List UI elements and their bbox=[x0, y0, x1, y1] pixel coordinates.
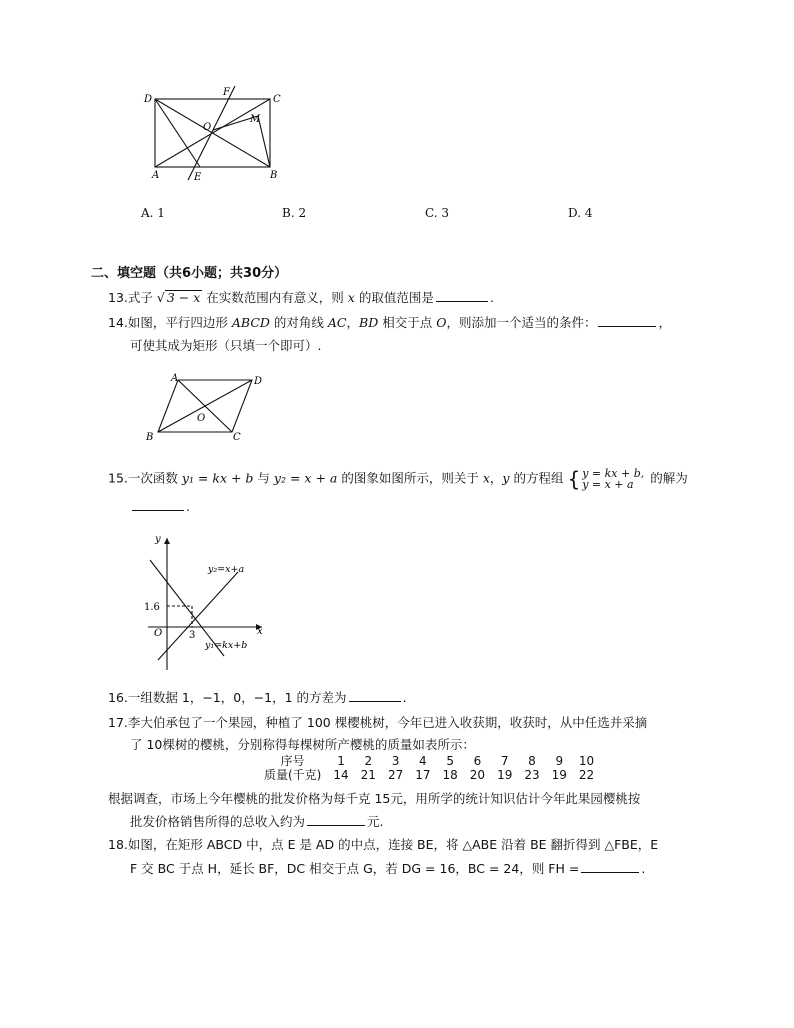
q15-text-2: 与 bbox=[257, 470, 270, 486]
q17-answer-blank[interactable] bbox=[307, 813, 365, 826]
q18-line-2 bbox=[130, 860, 645, 878]
p-label-d: D bbox=[254, 376, 263, 387]
p-label-c: C bbox=[233, 432, 241, 443]
q14-text-4-end: ， bbox=[658, 315, 671, 330]
label-b: B bbox=[270, 170, 278, 181]
table-cell: 2 bbox=[364, 754, 373, 768]
q15-system bbox=[582, 468, 644, 490]
q15-text-5: 的解为 bbox=[650, 470, 688, 486]
label-m: M bbox=[250, 114, 261, 125]
brace-icon: { bbox=[567, 467, 581, 491]
q14-text-2: 的对角线 bbox=[273, 315, 324, 330]
table-cell: 7 bbox=[500, 754, 509, 768]
question-17 bbox=[108, 714, 647, 732]
graph-label-y1: y₁=kx+b bbox=[205, 640, 248, 651]
q15-text-3: 的图象如图所示，则关于 bbox=[341, 470, 479, 486]
q14-text-1: 如图，平行四边形 bbox=[127, 315, 228, 330]
table-cell: 20 bbox=[469, 768, 486, 782]
q18-line-2a: F 交 BC 于点 H，延长 BF，DC 相交于点 G，若 DG = 16，BC = 24，则 FH = bbox=[130, 861, 580, 876]
cherry-table bbox=[258, 754, 600, 782]
q14-o: O bbox=[436, 315, 447, 330]
table-header-index: 序号 bbox=[280, 754, 305, 768]
table-cell: 9 bbox=[555, 754, 564, 768]
q15-sep: ， bbox=[489, 470, 503, 486]
graph-label-y2: y₂=x+a bbox=[208, 564, 245, 575]
graph-x-label: x bbox=[257, 626, 263, 637]
question-16 bbox=[108, 689, 407, 707]
q15-line-2 bbox=[130, 498, 190, 516]
line-dh bbox=[155, 99, 200, 167]
option-d: D. 4 bbox=[568, 206, 593, 220]
option-a: A. 1 bbox=[141, 206, 165, 220]
label-o: O bbox=[203, 122, 212, 133]
rectangle-figure bbox=[140, 84, 300, 188]
table-cell: 19 bbox=[551, 768, 567, 782]
q17-line-1: 李大伯承包了一个果园，种植了 100 棵樱桃树，今年已进入收获期，收获时，从中任选并采摘 bbox=[127, 715, 648, 730]
table-cell: 10 bbox=[578, 754, 595, 768]
q17-line-2: 了 10棵树的樱桃，分别称得每棵树所产樱桃的质量如表所示： bbox=[130, 737, 475, 752]
line-ef bbox=[188, 86, 235, 180]
table-cell: 27 bbox=[387, 768, 404, 782]
q18-line-2b: . bbox=[641, 861, 646, 876]
q13-text-2: 在实数范围内有意义，则 bbox=[206, 290, 344, 305]
table-cell: 4 bbox=[419, 754, 427, 768]
q15-y2: y₂ = x + a bbox=[273, 470, 338, 486]
table-cell: 6 bbox=[473, 754, 482, 768]
diag-bd-14 bbox=[158, 380, 252, 432]
table-header-mass: 质量(千克) bbox=[264, 768, 322, 782]
q14-bd: BD bbox=[359, 315, 379, 330]
question-14 bbox=[108, 314, 671, 332]
label-a: A bbox=[152, 170, 160, 181]
q17-line-4 bbox=[130, 813, 384, 831]
q18-answer-blank[interactable] bbox=[581, 860, 639, 873]
p-label-b: B bbox=[146, 432, 154, 443]
label-f: F bbox=[223, 87, 230, 98]
label-d: D bbox=[144, 94, 153, 105]
q14-answer-blank[interactable] bbox=[598, 314, 656, 327]
section-title: 二、填空题（共6小题；共30分） bbox=[91, 266, 288, 281]
question-13 bbox=[108, 289, 494, 307]
q18-number: 18. bbox=[108, 837, 128, 852]
graph-tick-y: 1.6 bbox=[144, 602, 160, 613]
table-cell: 19 bbox=[497, 768, 513, 782]
table-cell: 21 bbox=[360, 768, 376, 782]
graph-y-label: y bbox=[155, 534, 161, 545]
graph-tick-x: 3 bbox=[189, 630, 196, 641]
q15-sys-1: y = kx + b, bbox=[582, 467, 645, 480]
q14-line-2: 可使其成为矩形（只填一个即可）. bbox=[130, 338, 322, 353]
q13-answer-blank[interactable] bbox=[436, 289, 488, 302]
table-cell: 3 bbox=[391, 754, 400, 768]
q15-text-4: 的方程组 bbox=[513, 470, 564, 486]
q14-text-3: 相交于点 bbox=[382, 315, 433, 330]
q13-text-1: 式子 bbox=[127, 290, 153, 305]
table-cell: 8 bbox=[528, 754, 536, 768]
table-cell: 23 bbox=[524, 768, 540, 782]
parallelogram-figure bbox=[140, 370, 270, 446]
q15-answer-blank[interactable] bbox=[132, 498, 184, 511]
q16-text: 一组数据 1，−1，0，−1，1 的方差为 bbox=[127, 690, 347, 705]
q14-comma: ， bbox=[346, 315, 360, 330]
q15-sys-2: y = x + a bbox=[582, 478, 634, 491]
q15-y: y bbox=[502, 470, 510, 486]
question-15 bbox=[108, 468, 688, 490]
q13-var: x bbox=[347, 290, 355, 305]
option-b: B. 2 bbox=[282, 206, 307, 220]
graph-origin: O bbox=[154, 628, 163, 639]
table-cell: 14 bbox=[333, 768, 349, 782]
q14-abcd: ABCD bbox=[231, 315, 270, 330]
label-e: E bbox=[194, 172, 202, 183]
q16-number: 16. bbox=[108, 690, 128, 705]
sqrt-symbol: √ bbox=[156, 290, 165, 305]
table-cell: 18 bbox=[442, 768, 458, 782]
question-18 bbox=[108, 836, 658, 854]
q13-number: 13. bbox=[108, 290, 128, 305]
q14-number: 14. bbox=[108, 315, 128, 330]
label-c: C bbox=[273, 94, 281, 105]
q15-number: 15. bbox=[108, 470, 128, 486]
option-c: C. 3 bbox=[425, 206, 450, 220]
table-cell: 5 bbox=[446, 754, 454, 768]
q17-line-3: 根据调查，市场上今年樱桃的批发价格为每千克 15元，用所学的统计知识估计今年此果园樱桃按 bbox=[108, 791, 641, 806]
q15-end: . bbox=[186, 499, 190, 514]
q17-number: 17. bbox=[108, 715, 128, 730]
function-graph bbox=[140, 530, 270, 675]
p-label-o: O bbox=[197, 413, 206, 424]
q18-line-1: 如图，在矩形 ABCD 中，点 E 是 AD 的中点，连接 BE，将 △ABE 沿着 BE 翻折得到 △FBE，E bbox=[127, 837, 659, 852]
table-cell: 17 bbox=[415, 768, 431, 782]
table-cell: 1 bbox=[337, 754, 345, 768]
q16-answer-blank[interactable] bbox=[349, 689, 401, 702]
q13-end: . bbox=[489, 290, 494, 305]
q15-y1: y₁ = kx + b bbox=[181, 470, 254, 486]
p-label-a: A bbox=[171, 373, 179, 384]
q17-line-4b: 元. bbox=[367, 814, 384, 829]
q16-end: . bbox=[402, 690, 407, 705]
q13-text-3: 的取值范围是 bbox=[358, 290, 434, 305]
table-cell: 22 bbox=[578, 768, 595, 782]
table-row bbox=[258, 768, 600, 782]
q17-line-4a: 批发价格销售所得的总收入约为 bbox=[130, 814, 306, 829]
q14-text-4: ，则添加一个适当的条件： bbox=[446, 315, 597, 330]
table-row bbox=[258, 754, 600, 768]
q15-x: x bbox=[482, 470, 490, 486]
q13-radicand: 3 − x bbox=[166, 290, 201, 305]
y-axis-arrow bbox=[164, 538, 170, 544]
q14-ac: AC bbox=[327, 315, 347, 330]
q15-text-1: 一次函数 bbox=[127, 470, 178, 486]
